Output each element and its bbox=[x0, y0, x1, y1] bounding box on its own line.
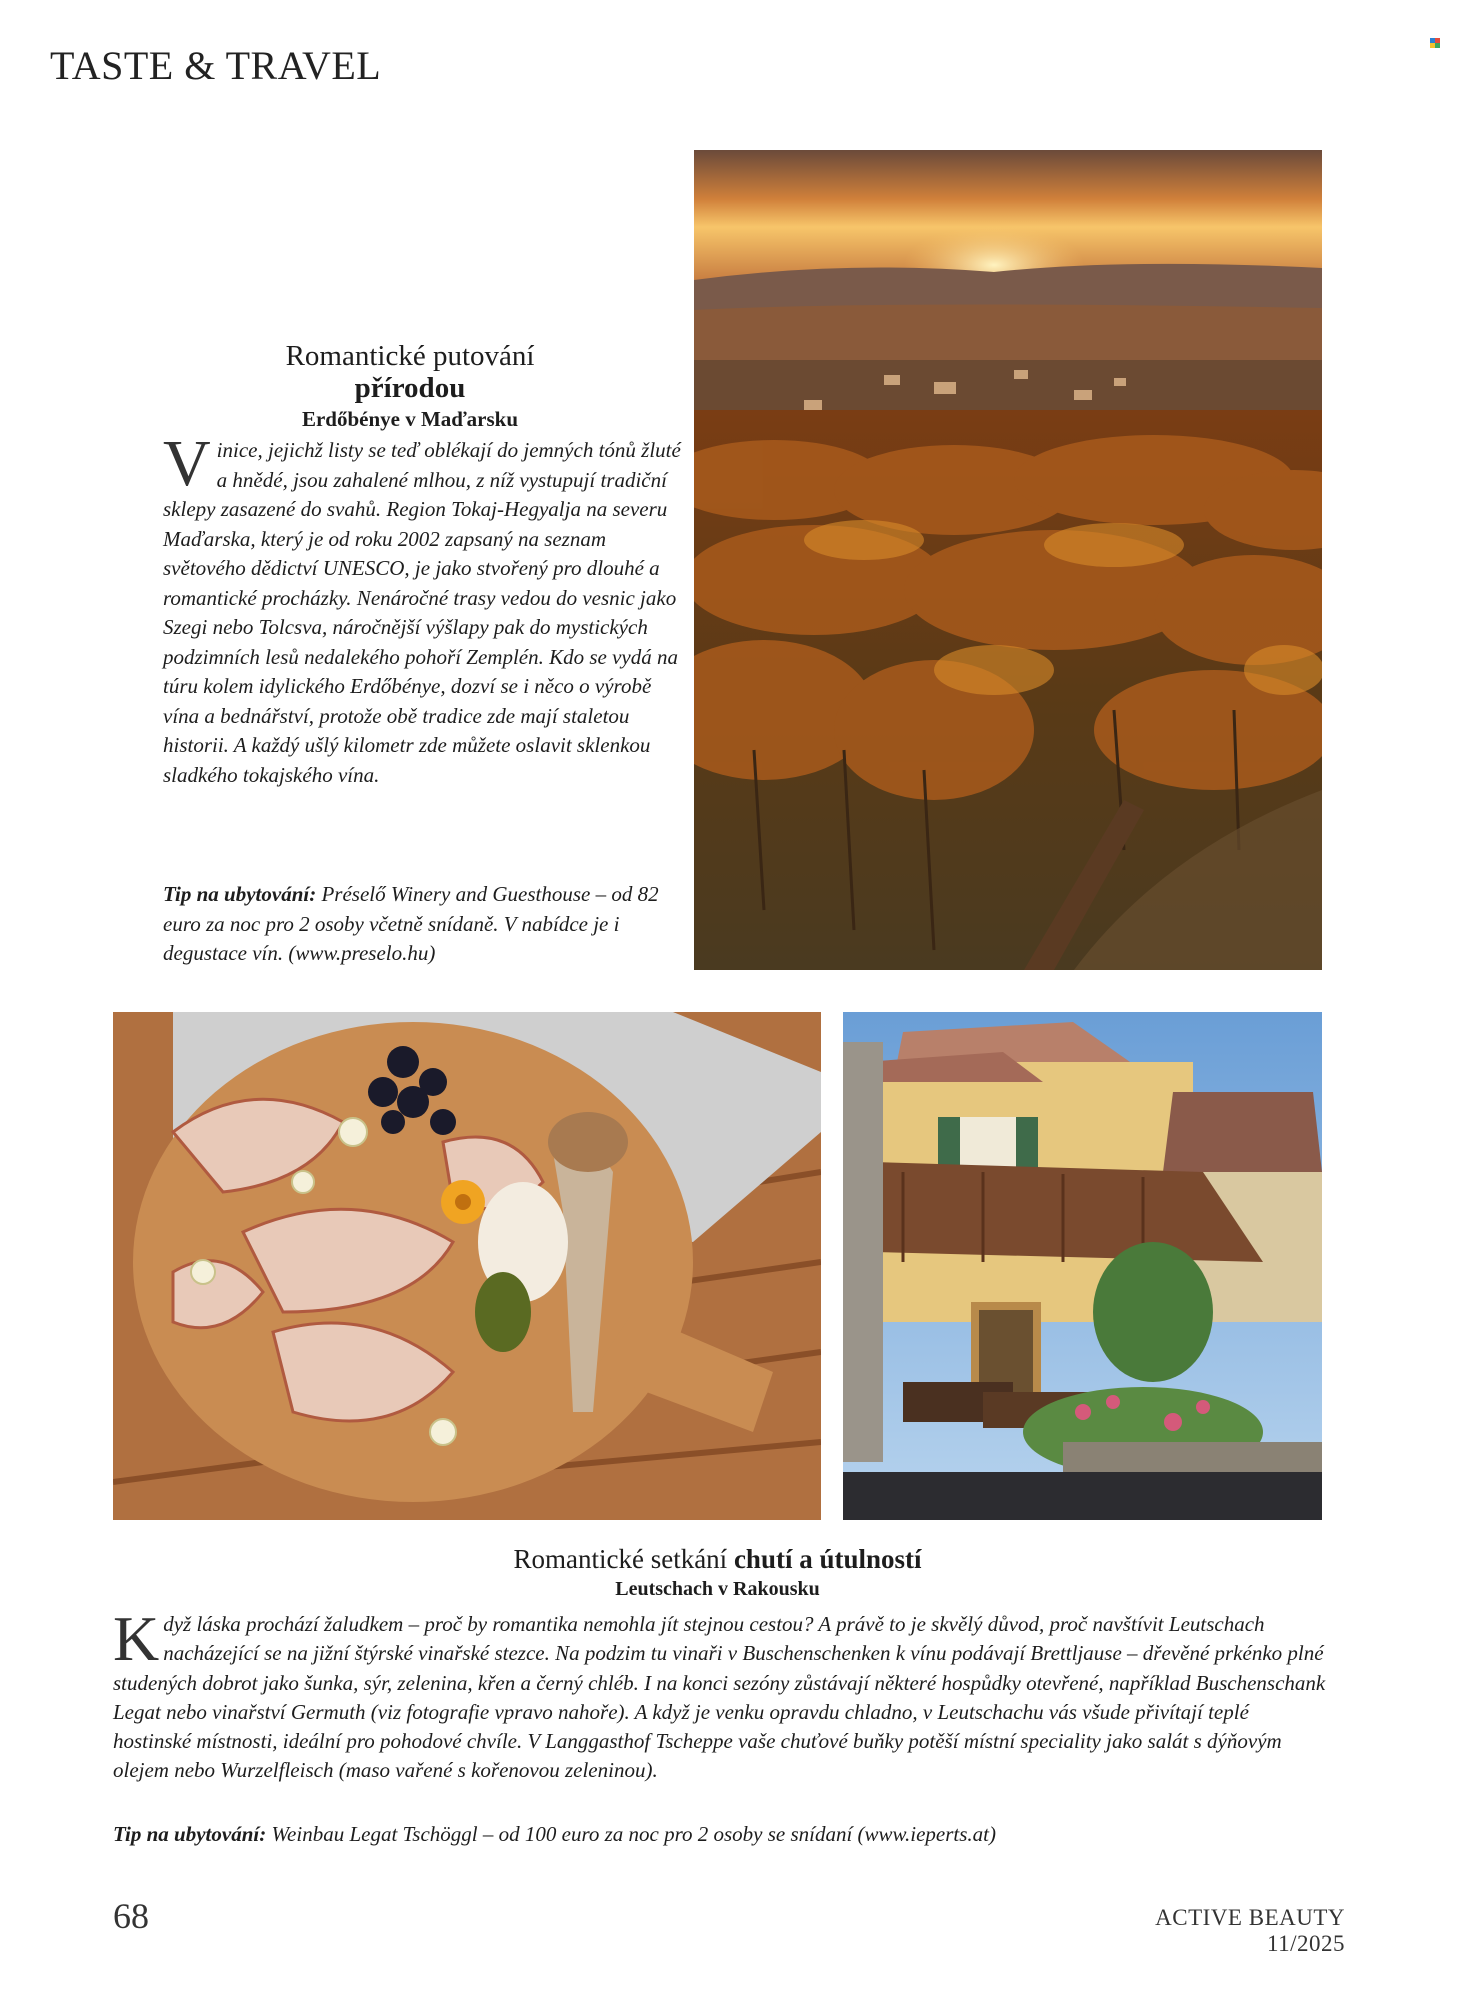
article-1-tip-label: Tip na ubytování: bbox=[163, 882, 317, 906]
article-1-drop-cap: V bbox=[163, 427, 211, 500]
article-2-location: Leutschach v Rakousku bbox=[615, 1578, 820, 1600]
article-2-body-text: dyž láska prochází žaludkem – proč by romantika nemohla jít stejnou cestou? A právě to je skvělý důvod, proč navštívit Leutschach nacházející se na jižní štýrské vinařské stezce. Na podzim tu vinaři v Buschenschenken k vínu podávají Brettljause – dřevěné prkénko plné studených dobrot jako šunka, sýr, zelenina, křen a černý chléb. I na konci sezóny zůstávají některé hospůdky otevřené, například Buschenschank Legat nebo vinařství Germuth (viz fotografie vpravo nahoře). A když je venku opravdu chladno, v Leutschachu vás všude přivítají teplé hostinské místnosti, ideální pro pohodové chvíle. V Langgasthof Tscheppe vaše chuťové buňky potěší místní speciality jako salát s dýňovým olejem nebo Wurzelfleisch (maso vařené s kořenovou zeleninou). bbox=[113, 1612, 1326, 1783]
page-number: 68 bbox=[113, 1896, 149, 1936]
guesthouse-photo bbox=[843, 1012, 1322, 1520]
article-2-tip bbox=[113, 1820, 1328, 1849]
article-1-location: Erdőbénye v Maďarsku bbox=[301, 407, 519, 431]
section-label: TASTE & TRAVEL bbox=[50, 43, 382, 88]
article-1-title-line-1: Romantické putování bbox=[285, 340, 535, 372]
article-2-drop-cap: K bbox=[113, 1603, 160, 1674]
article-1-tip bbox=[163, 880, 683, 969]
article-1-tip-text: Préselő Winery and Guesthouse – od 82 euro za noc pro 2 osoby včetně snídaně. V nabídce je i degustace vín. (www.preselo.hu) bbox=[163, 882, 659, 965]
article-1-title-line-2: přírodou bbox=[354, 372, 466, 404]
magazine-issue: ACTIVE BEAUTY 11/2025 bbox=[1155, 1905, 1345, 1956]
brettljause-board-photo bbox=[113, 1012, 821, 1520]
article-1-body bbox=[163, 427, 683, 790]
article-2-title-plain: Romantické setkání bbox=[513, 1544, 734, 1574]
article-2-tip-text: Weinbau Legat Tschöggl – od 100 euro za noc pro 2 osoby se snídaní (www.ieperts.at) bbox=[266, 1822, 996, 1846]
vineyard-sunset-photo bbox=[694, 150, 1322, 970]
article-1-heading bbox=[150, 340, 670, 434]
article-2-heading bbox=[113, 1542, 1322, 1602]
article-2-body bbox=[113, 1603, 1328, 1786]
brand-mark-icon bbox=[1430, 38, 1440, 48]
article-2-tip-label: Tip na ubytování: bbox=[113, 1822, 267, 1846]
article-2-title-bold: chutí a útulností bbox=[733, 1544, 922, 1574]
article-1-body-text: inice, jejichž listy se teď oblékají do jemných tónů žluté a hnědé, jsou zahalené mlhou, z níž vystupují tradiční sklepy zasazené do svahů. Region Tokaj-Hegyalja na severu Maďarska, který je od roku 2002 zapsaný na seznam světového dědictví UNESCO, je jako stvořený pro dlouhé a romantické procházky. Nenáročné trasy vedou do vesnic jako Szegi nebo Tolcsva, náročnější výšlapy pak do mystických podzimních lesů nedalekého pohoří Zemplén. Kdo se vydá na túru kolem idylického Erdőbénye, dozví se i něco o výrobě vína a bednářství, protože obě tradice zde mají staletou historii. A každý ušlý kilometr zde můžete oslavit sklenkou sladkého tokajského vína. bbox=[163, 438, 681, 787]
article-2-title bbox=[113, 1542, 1322, 1576]
